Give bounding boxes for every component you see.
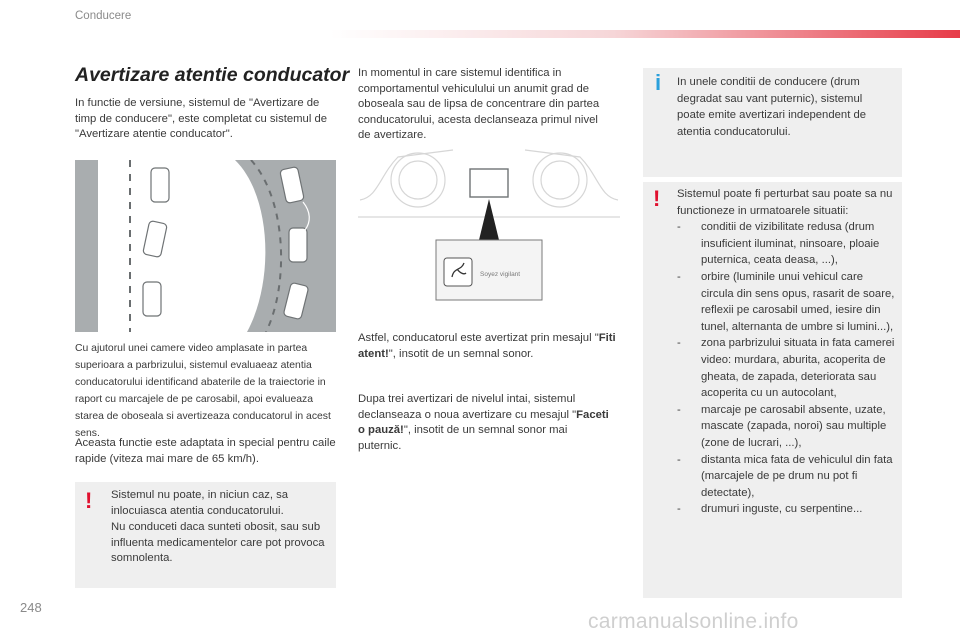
first-warning-text — [358, 331, 620, 362]
header-accent-bar — [330, 30, 960, 38]
warning-content — [677, 186, 897, 518]
display-message-label: Soyez vigilant — [480, 271, 521, 278]
disturbance-list — [677, 219, 897, 518]
warning-box-left — [75, 482, 336, 588]
list-item: - distanta mica fata de vehiculul din fata (marcajele de pe drum nu pot fi detectate), — [677, 452, 897, 502]
page-number: 248 — [20, 600, 42, 615]
illustration-caption: Cu ajutorul unei camere video amplasate in partea superioara a parbrizului, sistemul evaluaeaz atentia conducatorului identificand abaterile de la traiectorie in raport cu marcajele de pe carosabil, apoi evalueaza starea de oboseala si avertizeaza conducatorul in acest sens. — [75, 343, 331, 439]
page-heading: Avertizare atentie conducator — [75, 64, 350, 86]
lane-departure-illustration — [75, 160, 336, 332]
list-item: - drumuri inguste, cu serpentine... — [677, 501, 897, 518]
para2-suffix: ", insotit de un semnal sonor. — [388, 347, 534, 360]
section-title: Conducere — [75, 10, 132, 22]
para2-prefix: Astfel, conducatorul este avertizat prin mesajul " — [358, 332, 599, 344]
left-intro: In functie de versiune, sistemul de "Avertizare de timp de conducere", este completat cu sistemul de "Avertizare atentie conducator". — [75, 97, 328, 140]
exclamation-icon: ! — [85, 488, 93, 513]
middle-intro: In momentul in care sistemul identifica in comportamentul vehiculului un anumit grad de oboseala sau de lipsa de concentrare din partea conducatorului, acesta declanseaza primul nivel de avertizare. — [358, 67, 600, 141]
exclamation-icon: ! — [653, 186, 661, 211]
info-icon: i — [655, 70, 662, 95]
info-text: In unele conditii de conducere (drum degradat sau vant puternic), sistemul poate emite avertizari independent de atentia conducatorului. — [677, 76, 867, 138]
second-warning-text — [358, 392, 613, 454]
list-item: - marcaje pe carosabil absente, uzate, mascate (zapada, noroi) sau multiple (zone de lucrari, ...), — [677, 402, 897, 452]
info-box — [643, 68, 902, 177]
warning-line-1: Sistemul nu poate, in niciun caz, sa inlocuiasca atentia conducatorului. — [111, 489, 289, 517]
list-item: - zona parbrizului situata in fata camerei video: murdara, aburita, acoperita de gheata, de zapada, deteriorata sau acoperita cu un autocolant, — [677, 335, 897, 401]
message-faceti-pauza: Faceti o pauză! — [358, 408, 609, 436]
message-fiti-atent: Fiti atent! — [358, 332, 616, 360]
highway-note: Aceasta functie este adaptata in special pentru caile rapide (viteza mai mare de 65 km/h). — [75, 437, 336, 465]
warning-line-2: Nu conduceti daca sunteti obosit, sau sub influenta medicamentelor care pot provoca somnolenta. — [111, 521, 325, 564]
warning-box-right — [643, 182, 902, 598]
list-item: - orbire (luminile unui vehicul care circula din sens opus, rasarit de soare, reflexii pe carosabil umed, iesire din tunel, alternanta de umbre si lumini...), — [677, 269, 897, 335]
list-item: - conditii de vizibilitate redusa (drum insuficient iluminat, ninsoare, ploaie puternica, ceata deasa, ...), — [677, 219, 897, 269]
warning-intro: Sistemul poate fi perturbat sau poate sa nu functioneze in urmatoarele situatii: — [677, 188, 893, 217]
instrument-cluster-illustration — [358, 145, 620, 325]
para3-prefix: Dupa trei avertizari de nivelul intai, sistemul declanseaza o noua avertizare cu mesajul " — [358, 393, 577, 421]
watermark: carmanualsonline.info — [588, 610, 799, 633]
para3-suffix: ", insotit de un semnal sonor mai puternic. — [358, 424, 568, 452]
